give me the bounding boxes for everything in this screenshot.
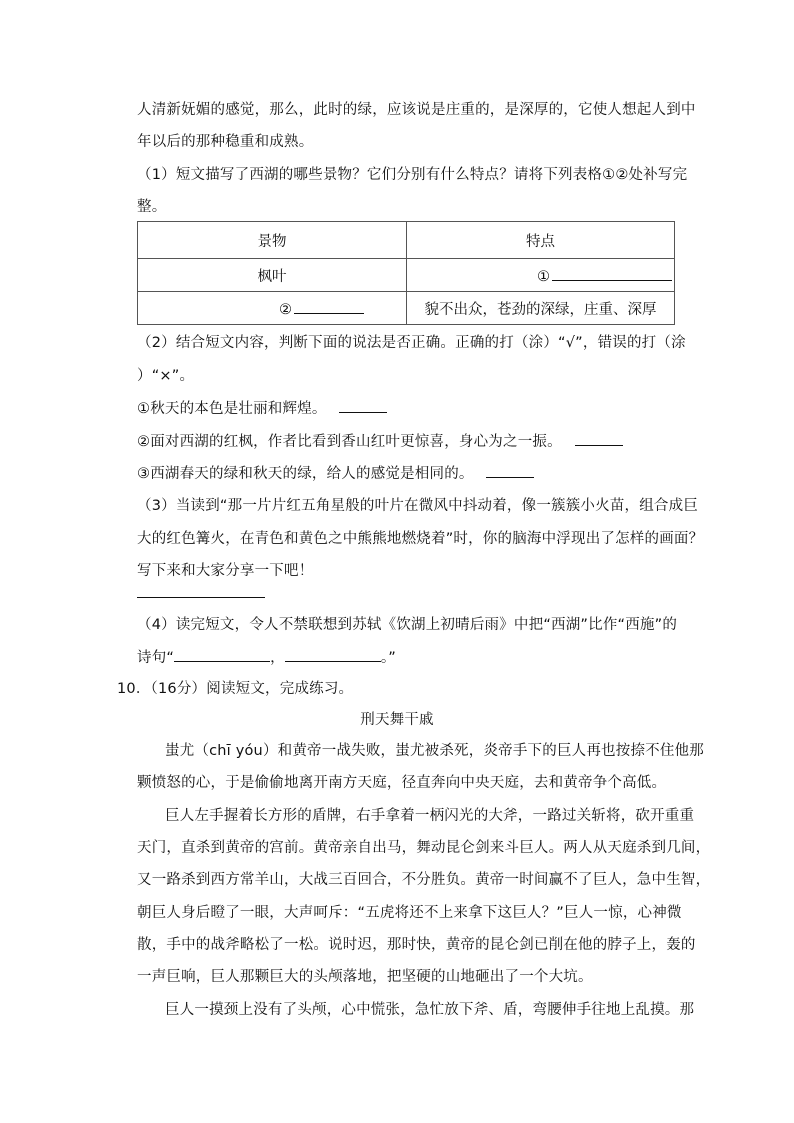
statement-text: ③西湖春天的绿和秋天的绿，给人的感觉是相同的。 [137, 466, 474, 482]
answer-line[interactable] [137, 597, 265, 598]
question-1-text: 整。 [137, 199, 167, 215]
scenery-feature-table [137, 221, 675, 325]
q4-comma: ， [270, 650, 285, 666]
passage-line: 天门，直杀到黄帝的宫前。黄帝亲自出马，舞动昆仑剑来斗巨人。两人从天庭杀到几间， [137, 840, 711, 856]
passage-line: 巨人左手握着长方形的盾牌，右手拿着一柄闪光的大斧，一路过关斩将，砍开重重 [165, 808, 695, 824]
blank-marker: ② [279, 301, 292, 318]
table-header-feature: 特点 [407, 222, 675, 259]
table-cell-scene-blank[interactable] [138, 292, 407, 325]
passage-line: 朝巨人身后瞪了一眼，大声呵斥：“五虎将还不上来拿下这巨人？”巨人一惊，心神微 [137, 905, 682, 921]
question-4-text: （4）读完短文，令人不禁联想到苏轼《饮湖上初晴后雨》中把“西湖”比作“西施”的 [137, 617, 678, 633]
answer-blank[interactable] [339, 398, 387, 413]
passage-line: 巨人一摸颈上没有了头颅，心中慌张，急忙放下斧、盾，弯腰伸手往地上乱摸。那 [165, 1002, 695, 1018]
question-4-text [137, 647, 396, 668]
q4-prefix: 诗句“ [137, 650, 175, 666]
question-1-text: （1）短文描写了西湖的哪些景物？它们分别有什么特点？请将下列表格①②处补写完 [137, 167, 688, 183]
answer-blank[interactable] [486, 463, 534, 478]
passage-line: 蚩尤（chī yóu）和黄帝一战失败，蚩尤被杀死，炎帝手下的巨人再也按捺不住他那 [165, 743, 704, 759]
passage-line: 年以后的那种稳重和成熟。 [137, 134, 314, 150]
question-3-text: （3）当读到“那一片片红五角星般的叶片在微风中抖动着，像一簇簇小火苗，组合成巨 [137, 498, 699, 514]
statement-text: ①秋天的本色是壮丽和辉煌。 [137, 401, 327, 417]
passage-line: 散，手中的战斧略松了一松。说时迟，那时快，黄帝的昆仑剑已削在他的脖子上，轰的 [137, 937, 696, 953]
statement-2 [137, 431, 623, 452]
table-header-scene: 景物 [138, 222, 407, 259]
answer-blank[interactable] [552, 266, 672, 281]
table-cell-scene: 枫叶 [138, 259, 407, 292]
answer-blank[interactable] [285, 647, 381, 662]
blank-marker: ① [537, 268, 550, 285]
table-cell-feature-blank[interactable] [407, 259, 675, 292]
passage-line: 又一路杀到西方常羊山，大战三百回合，不分胜负。黄帝一时间赢不了巨人，急中生智， [137, 872, 711, 888]
question-10-heading: 10．（16分）阅读短文，完成练习。 [117, 681, 354, 697]
answer-blank[interactable] [575, 431, 623, 446]
answer-blank[interactable] [294, 299, 364, 314]
question-3-text: 写下来和大家分享一下吧！ [137, 563, 314, 579]
question-2-text: ）“×”。 [137, 368, 195, 384]
passage-line: 人清新妩媚的感觉，那么，此时的绿，应该说是庄重的，是深厚的，它使人想起人到中 [137, 102, 696, 118]
passage-title: 刑天舞干戚 [360, 712, 434, 728]
answer-blank[interactable] [174, 647, 270, 662]
statement-3 [137, 463, 534, 484]
question-2-text: （2）结合短文内容，判断下面的说法是否正确。正确的打（涂）“√”，错误的打（涂 [137, 335, 686, 351]
question-3-text: 大的红色篝火，在青色和黄色之中熊熊地燃烧着”时，你的脑海中浮现出了怎样的画面？ [137, 531, 704, 547]
q4-suffix: 。” [380, 650, 396, 666]
table-cell-feature: 貌不出众，苍劲的深绿，庄重、深厚 [407, 292, 675, 325]
passage-line: 颗愤怒的心，于是偷偷地离开南方天庭，径直奔向中央天庭，去和黄帝争个高低。 [137, 775, 667, 791]
statement-text: ②面对西湖的红枫，作者比看到香山红叶更惊喜，身心为之一振。 [137, 434, 562, 450]
passage-line: 一声巨响，巨人那颗巨大的头颅落地，把坚硬的山地砸出了一个大坑。 [137, 969, 593, 985]
statement-1 [137, 398, 387, 419]
